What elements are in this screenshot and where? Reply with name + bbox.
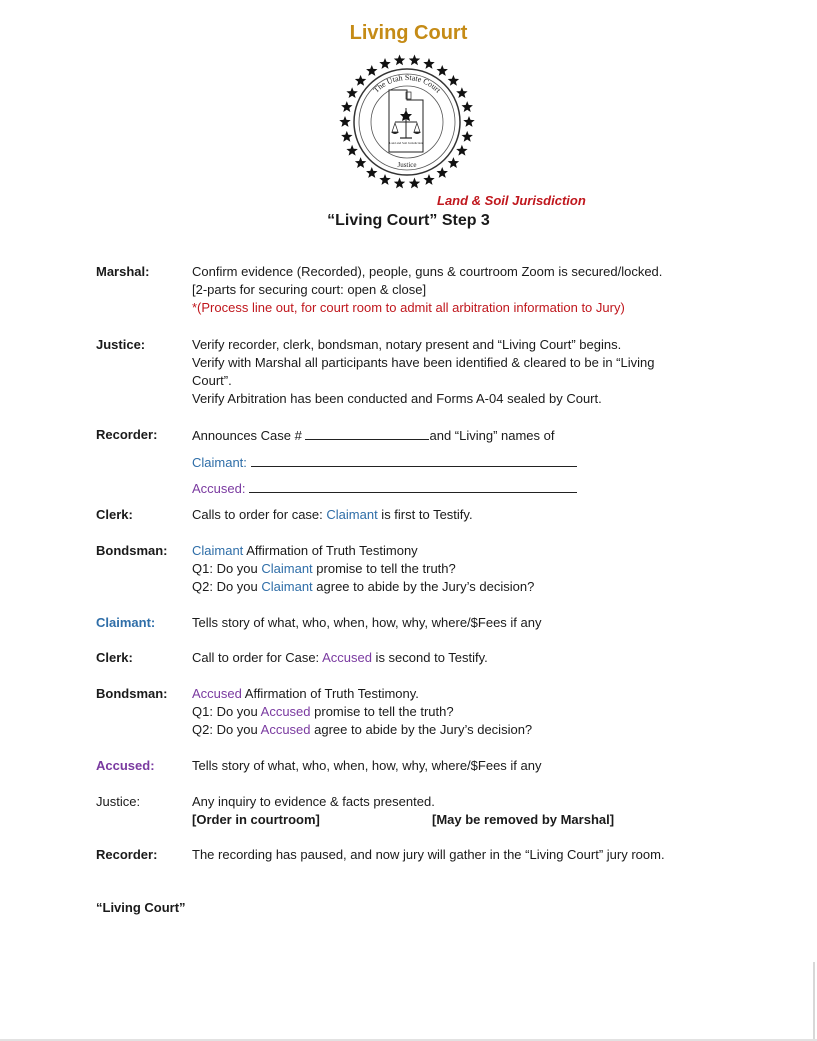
seal-star — [448, 157, 459, 168]
text-span: promise to tell the truth? — [312, 561, 456, 576]
text-line: Any inquiry to evidence & facts presented. — [192, 794, 435, 809]
section-body — [192, 846, 732, 864]
party-claimant: Claimant — [326, 507, 378, 522]
text-line: Tells story of what, who, when, how, why, where/$Fees if any — [192, 615, 542, 630]
party-accused: Accused — [322, 650, 372, 665]
role-label: Bondsman: — [96, 543, 168, 558]
page-edge — [813, 962, 815, 1041]
seal-star — [366, 167, 377, 178]
seal-inner-text: Land and Soil Jurisdiction — [389, 141, 423, 145]
text-span: Call to order for Case: — [192, 650, 323, 665]
seal-star — [366, 65, 377, 76]
announce-text: Announces Case # — [192, 428, 302, 443]
text-line: [2-parts for securing court: open & close] — [192, 282, 427, 297]
document-footer: “Living Court” — [96, 900, 186, 915]
section-body — [192, 506, 732, 524]
text-line: Confirm evidence (Recorded), people, guns & courtroom Zoom is secured/locked. — [192, 264, 663, 279]
seal-star — [346, 145, 357, 156]
seal-star — [339, 116, 350, 127]
seal-star — [355, 75, 366, 86]
section-body — [192, 336, 692, 408]
seal-star — [355, 157, 366, 168]
section-body — [192, 426, 732, 445]
text-span: is first to Testify. — [377, 507, 473, 522]
names-text: and “Living” names of — [429, 428, 555, 443]
party-accused: Accused — [192, 686, 242, 701]
section-body — [192, 649, 732, 667]
process-note: *(Process line out, for court room to admit all arbitration information to Jury) — [192, 300, 625, 315]
seal-star — [423, 174, 434, 185]
seal-star — [456, 87, 467, 98]
seal-star — [463, 116, 474, 127]
text-line: Verify with Marshal all participants have been identified & cleared to be in “Living Court”. — [192, 355, 655, 388]
seal-star — [379, 58, 390, 69]
section-body — [192, 685, 732, 739]
document-title: Living Court — [349, 22, 468, 44]
role-label: Marshal: — [96, 264, 150, 279]
seal-top-text: The Utah State Court — [371, 72, 443, 95]
jurisdiction-label: Land & Soil Jurisdiction — [437, 193, 586, 208]
text-line: Tells story of what, who, when, how, why, where/$Fees if any — [192, 758, 542, 773]
text-line: Verify recorder, clerk, bondsman, notary present and “Living Court” begins. — [192, 337, 622, 352]
seal-star — [437, 167, 448, 178]
role-label: Bondsman: — [96, 686, 168, 701]
claimant-name-field[interactable] — [251, 453, 577, 467]
text-line: The recording has paused, and now jury will gather in the “Living Court” jury room. — [192, 847, 665, 862]
text-span: Affirmation of Truth Testimony — [243, 543, 418, 558]
removal-note: [May be removed by Marshal] — [432, 812, 615, 827]
text-span: promise to tell the truth? — [310, 704, 454, 719]
text-span: is second to Testify. — [371, 650, 488, 665]
seal-star — [394, 178, 405, 189]
role-label: Claimant: — [96, 615, 156, 630]
accused-name-field[interactable] — [249, 479, 577, 493]
court-seal — [337, 52, 477, 192]
seal-star — [341, 101, 352, 112]
text-span: agree to abide by the Jury’s decision? — [310, 722, 533, 737]
role-label: Clerk: — [96, 507, 133, 522]
text-span: Q1: Do you — [192, 704, 261, 719]
party-accused: Accused — [260, 722, 311, 737]
section-body — [192, 542, 732, 596]
party-accused: Accused — [260, 704, 311, 719]
seal-star — [341, 131, 352, 142]
claimant-name-label: Claimant: — [192, 455, 247, 470]
seal-star — [456, 145, 467, 156]
seal-star — [461, 101, 472, 112]
text-span: Q2: Do you — [192, 579, 262, 594]
case-number-field[interactable] — [305, 426, 429, 440]
text-span: Q2: Do you — [192, 722, 261, 737]
text-line: Verify Arbitration has been conducted and Forms A-04 sealed by Court. — [192, 391, 602, 406]
section-body — [192, 263, 732, 317]
role-label: Justice: — [96, 337, 146, 352]
text-span: Calls to order for case: — [192, 507, 327, 522]
section-body — [192, 614, 732, 632]
section-body — [192, 793, 732, 829]
seal-star — [409, 178, 420, 189]
seal-star — [423, 58, 434, 69]
seal-bottom-text: Justice — [397, 161, 417, 169]
party-claimant: Claimant — [192, 543, 244, 558]
seal-star — [461, 131, 472, 142]
role-label: Recorder: — [96, 847, 158, 862]
seal-star — [409, 54, 420, 65]
section-body — [192, 757, 732, 775]
seal-star — [346, 87, 357, 98]
party-claimant: Claimant — [261, 561, 313, 576]
accused-name-label: Accused: — [192, 481, 246, 496]
order-note: [Order in courtroom] — [192, 812, 320, 827]
party-claimant: Claimant — [261, 579, 313, 594]
role-label: Justice: — [96, 794, 141, 809]
seal-star — [437, 65, 448, 76]
document-subtitle: “Living Court” Step 3 — [327, 212, 490, 229]
role-label: Clerk: — [96, 650, 133, 665]
text-span: Q1: Do you — [192, 561, 262, 576]
seal-star — [379, 174, 390, 185]
role-label: Accused: — [96, 758, 155, 773]
seal-star — [394, 54, 405, 65]
role-label: Recorder: — [96, 427, 158, 442]
text-span: Affirmation of Truth Testimony. — [241, 686, 419, 701]
text-span: agree to abide by the Jury’s decision? — [312, 579, 535, 594]
seal-star — [448, 75, 459, 86]
